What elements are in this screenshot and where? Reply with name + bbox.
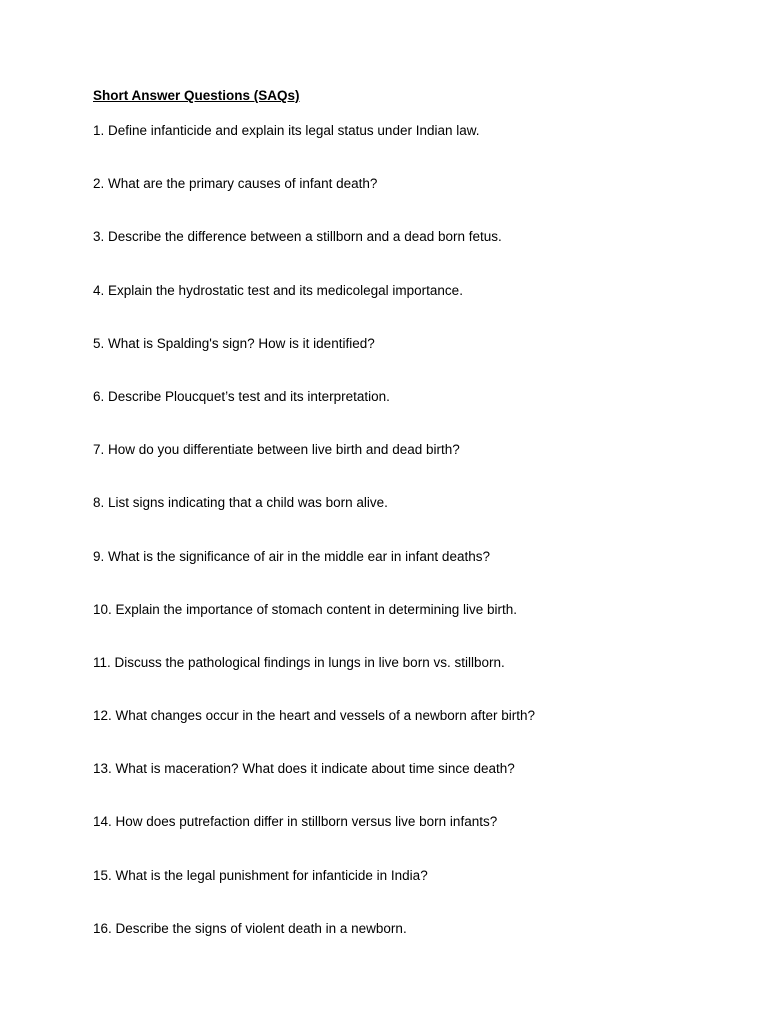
question-item: 3. Describe the difference between a stillborn and a dead born fetus. bbox=[93, 229, 502, 245]
question-list bbox=[93, 122, 535, 973]
question-item: 12. What changes occur in the heart and vessels of a newborn after birth? bbox=[93, 708, 536, 724]
question-item: 13. What is maceration? What does it indicate about time since death? bbox=[93, 761, 515, 777]
question-item: 9. What is the significance of air in the middle ear in infant deaths? bbox=[93, 548, 490, 564]
question-item: 2. What are the primary causes of infant death? bbox=[93, 176, 378, 192]
question-item: 8. List signs indicating that a child was born alive. bbox=[93, 495, 388, 511]
section-heading: Short Answer Questions (SAQs) bbox=[93, 88, 300, 103]
question-item: 10. Explain the importance of stomach content in determining live birth. bbox=[93, 601, 517, 617]
question-item: 4. Explain the hydrostatic test and its medicolegal importance. bbox=[93, 282, 463, 298]
question-item: 5. What is Spalding's sign? How is it identified? bbox=[93, 335, 375, 351]
question-item: 6. Describe Ploucquet’s test and its interpretation. bbox=[93, 388, 390, 404]
question-item: 11. Discuss the pathological findings in lungs in live born vs. stillborn. bbox=[93, 654, 505, 670]
question-item: 1. Define infanticide and explain its legal status under Indian law. bbox=[93, 123, 480, 138]
question-item: 7. How do you differentiate between live birth and dead birth? bbox=[93, 442, 460, 458]
question-item: 16. Describe the signs of violent death in a newborn. bbox=[93, 920, 407, 936]
question-item: 15. What is the legal punishment for infanticide in India? bbox=[93, 867, 428, 883]
question-item: 14. How does putrefaction differ in stillborn versus live born infants? bbox=[93, 814, 498, 830]
